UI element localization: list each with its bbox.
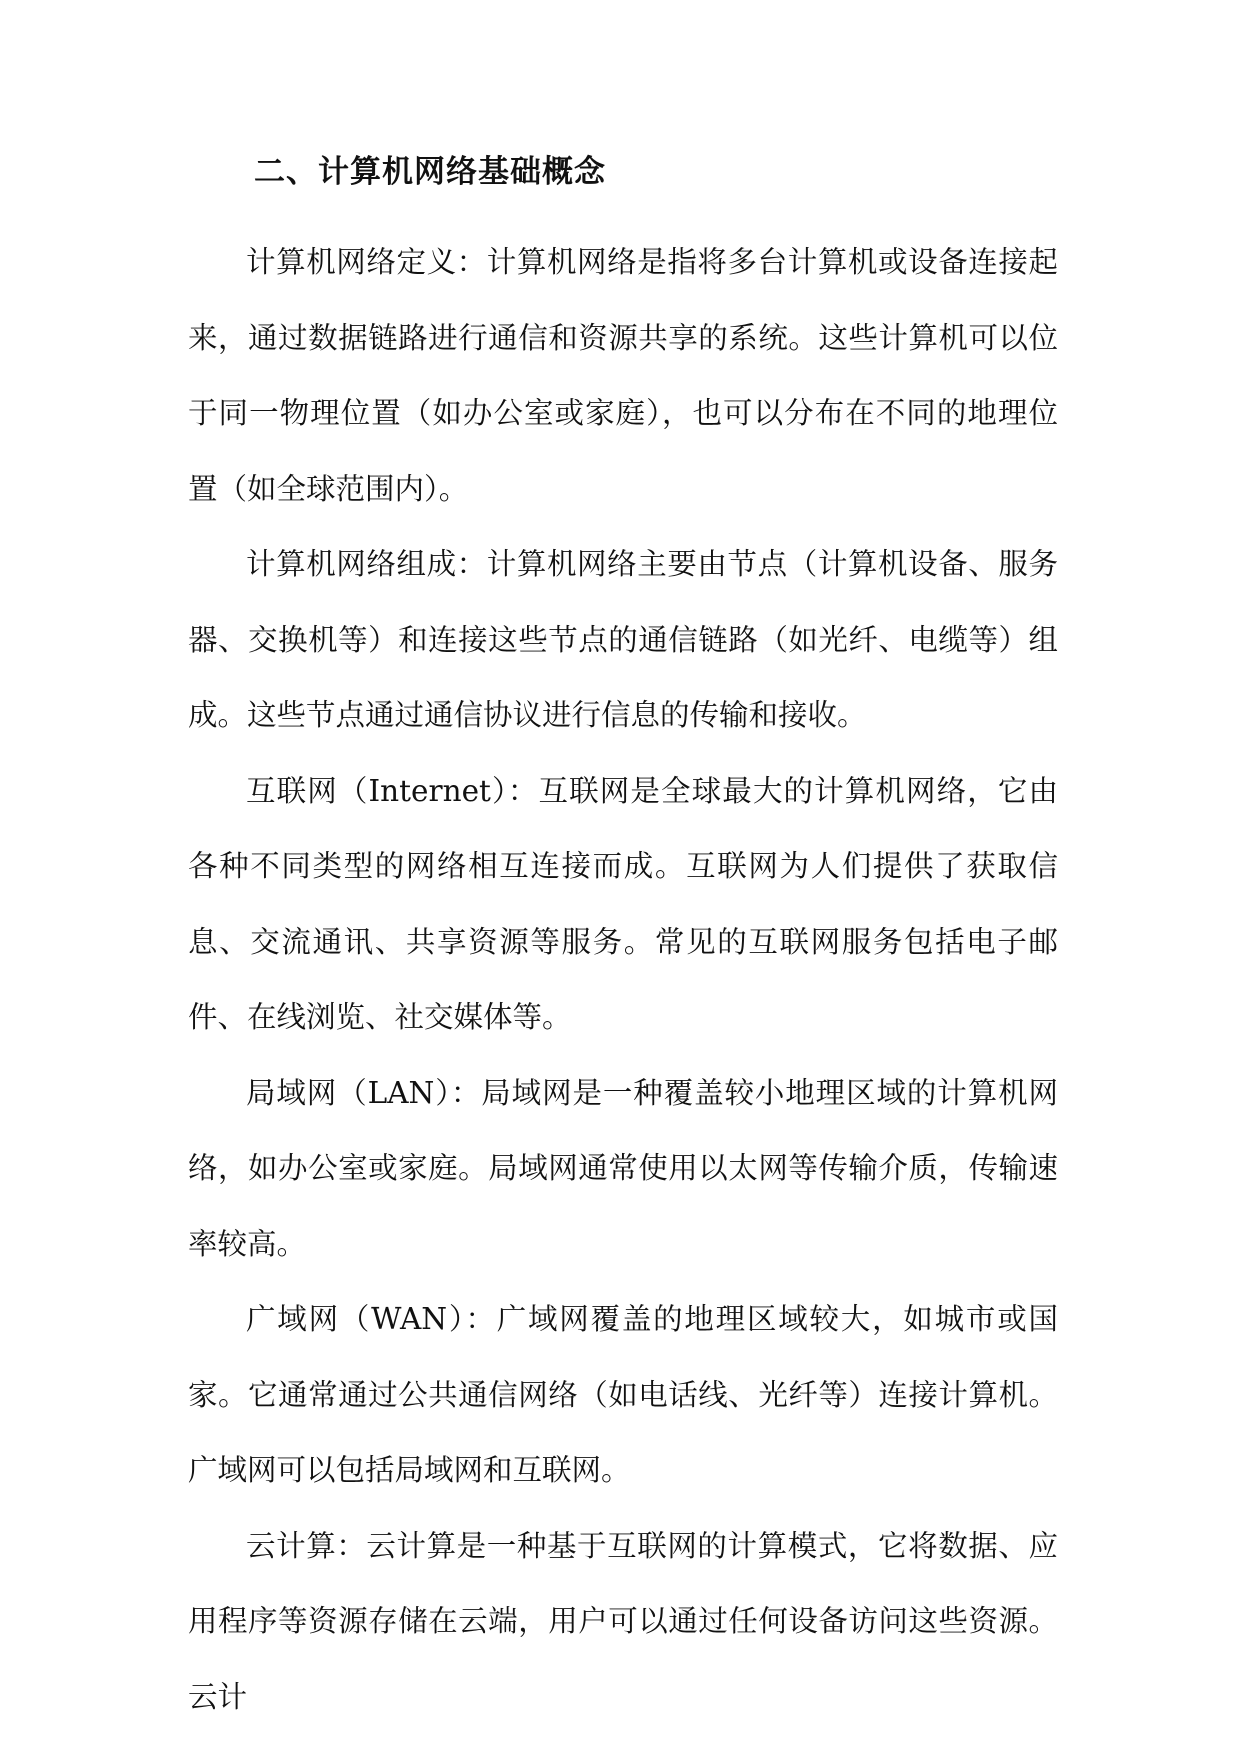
paragraph-wan: 广域网（WAN）：广域网覆盖的地理区域较大，如城市或国家。它通常通过公共通信网络（如电话线、光纤等）连接计算机。广域网可以包括局域网和互联网。	[188, 1302, 1058, 1487]
paragraph-network-composition: 计算机网络组成：计算机网络主要由节点（计算机设备、服务器、交换机等）和连接这些节点的通信链路（如光纤、电缆等）组成。这些节点通过通信协议进行信息的传输和接收。	[188, 547, 1058, 732]
body-text	[188, 225, 1058, 1735]
paragraph-network-definition: 计算机网络定义：计算机网络是指将多台计算机或设备连接起来，通过数据链路进行通信和资源共享的系统。这些计算机可以位于同一物理位置（如办公室或家庭），也可以分布在不同的地理位置（如全球范围内）。	[188, 245, 1058, 506]
section-heading: 二、计算机网络基础概念	[254, 154, 606, 190]
paragraph-cloud-computing: 云计算：云计算是一种基于互联网的计算模式，它将数据、应用程序等资源存储在云端，用户可以通过任何设备访问这些资源。云计	[188, 1528, 1058, 1714]
paragraph-internet: 互联网（Internet）：互联网是全球最大的计算机网络，它由各种不同类型的网络相互连接而成。互联网为人们提供了获取信息、交流通讯、共享资源等服务。常见的互联网服务包括电子邮件、在线浏览、社交媒体等。	[188, 773, 1058, 1034]
paragraph-lan: 局域网（LAN）：局域网是一种覆盖较小地理区域的计算机网络，如办公室或家庭。局域网通常使用以太网等传输介质，传输速率较高。	[188, 1075, 1058, 1261]
